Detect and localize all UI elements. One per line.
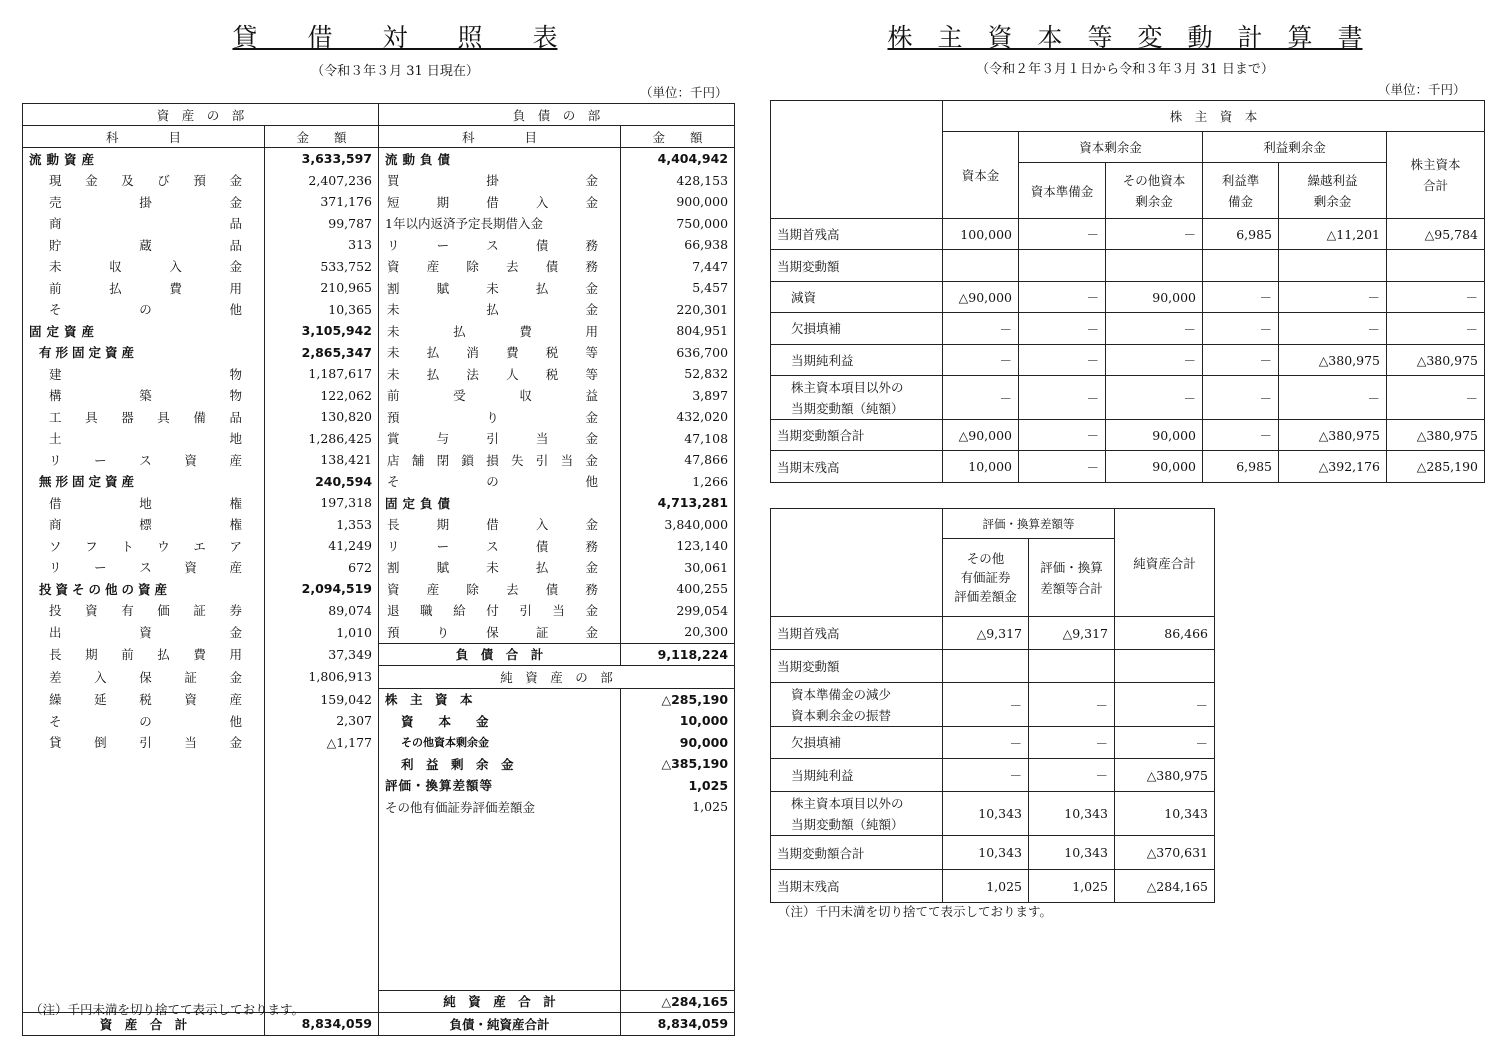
- asset-empty: [23, 839, 265, 861]
- row-value: 1,025: [943, 870, 1029, 903]
- t1-shareholders-equity-header: 株 主 資 本: [943, 101, 1485, 132]
- asset-empty: [23, 818, 265, 840]
- liabilities-total-value: 9,118,224: [621, 643, 735, 666]
- changes-statement-title: 株 主 資 本 等 変 動 計 算 書: [887, 23, 1363, 52]
- row-value: －: [1019, 313, 1106, 345]
- valuation-net-assets-table: [770, 508, 1215, 903]
- row-value: 100,000: [943, 219, 1019, 250]
- liab-net-total-value: 8,834,059: [621, 1013, 735, 1036]
- asset-label: 未 収 入 金: [23, 256, 265, 278]
- t2-valuation-header: 評価・換算差額等: [943, 509, 1115, 539]
- assets-amount-col-header: 金 額: [265, 126, 379, 148]
- t2-other-securities-header: その他 有価証券 評価差額金: [943, 539, 1029, 617]
- row-value: －: [943, 727, 1029, 759]
- row-value: △9,317: [943, 617, 1029, 650]
- changes-statement-period: （令和２年３月１日から令和３年３月 31 日まで）: [976, 62, 1274, 77]
- row-value: －: [1279, 313, 1387, 345]
- asset-label: 投資その他の資産: [23, 578, 265, 600]
- row-value: －: [943, 683, 1029, 727]
- liability-label: 未 払 費 用: [379, 320, 621, 342]
- row-value: [943, 650, 1029, 683]
- t1-capital-header: 資本金: [943, 132, 1019, 219]
- liability-value: 4,713,281: [621, 492, 735, 514]
- asset-empty: [265, 796, 379, 818]
- asset-value: △1,177: [265, 732, 379, 754]
- row-value: －: [1106, 345, 1203, 376]
- liability-value: 3,897: [621, 385, 735, 407]
- asset-label: 貸 倒 引 当 金: [23, 732, 265, 754]
- asset-value: 3,105,942: [265, 320, 379, 342]
- t2-corner: [771, 509, 943, 617]
- asset-label: 土 地: [23, 428, 265, 450]
- t1-legal-reserve-header: 利益準 備金: [1203, 163, 1279, 219]
- net-asset-empty: [379, 882, 621, 990]
- asset-empty: [23, 882, 265, 990]
- assets-item-col-header: 科 目: [23, 126, 265, 148]
- row-value: 6,985: [1203, 451, 1279, 483]
- row-label: 減資: [771, 282, 943, 313]
- row-value: [1279, 250, 1387, 282]
- asset-empty: [265, 775, 379, 797]
- liability-label: 未 払 消 費 税 等: [379, 342, 621, 364]
- row-label: 株主資本項目以外の 当期変動額（純額）: [771, 792, 943, 836]
- t1-other-capital-surplus-header: その他資本 剰余金: [1106, 163, 1203, 219]
- asset-value: 1,286,425: [265, 428, 379, 450]
- asset-label: リ ー ス 資 産: [23, 449, 265, 471]
- liability-label: 預 り 保 証 金: [379, 621, 621, 643]
- liability-label: 割 賦 未 払 金: [379, 277, 621, 299]
- row-value: －: [1279, 376, 1387, 420]
- net-asset-value: 90,000: [621, 732, 735, 754]
- liability-value: 30,061: [621, 557, 735, 579]
- row-label: 欠損填補: [771, 727, 943, 759]
- net-asset-label: 資 本 金: [379, 710, 621, 732]
- row-value: [1029, 650, 1115, 683]
- row-label: 当期変動額: [771, 650, 943, 683]
- balance-sheet-title: 貸 借 対 照 表: [232, 23, 558, 52]
- liability-value: 7,447: [621, 256, 735, 278]
- net-asset-empty: [379, 818, 621, 840]
- row-value: －: [943, 313, 1019, 345]
- row-value: －: [1203, 420, 1279, 451]
- asset-value: 1,187,617: [265, 363, 379, 385]
- net-asset-value: 1,025: [621, 796, 735, 818]
- row-value: △284,165: [1115, 870, 1215, 903]
- row-value: －: [1029, 727, 1115, 759]
- row-value: 90,000: [1106, 282, 1203, 313]
- changes-statement-unit: （単位：千円）: [1378, 82, 1466, 97]
- net-asset-label: 評価・換算差額等: [379, 775, 621, 797]
- row-value: 86,466: [1115, 617, 1215, 650]
- asset-label: 長 期 前 払 費 用: [23, 643, 265, 666]
- asset-label: 構 築 物: [23, 385, 265, 407]
- net-asset-empty: [621, 839, 735, 861]
- row-value: [1387, 250, 1485, 282]
- liability-label: 割 賦 未 払 金: [379, 557, 621, 579]
- balance-sheet-unit: （単位：千円）: [640, 85, 728, 100]
- liability-label: 資 産 除 去 債 務: [379, 256, 621, 278]
- asset-value: 89,074: [265, 600, 379, 622]
- row-value: －: [943, 759, 1029, 792]
- asset-label: そ の 他: [23, 710, 265, 732]
- row-value: 90,000: [1106, 420, 1203, 451]
- asset-value: 3,633,597: [265, 148, 379, 170]
- row-value: △95,784: [1387, 219, 1485, 250]
- liability-label: 賞 与 引 当 金: [379, 428, 621, 450]
- asset-value: 1,353: [265, 514, 379, 536]
- liability-value: 432,020: [621, 406, 735, 428]
- liability-label: 退 職 給 付 引 当 金: [379, 600, 621, 622]
- row-label: 株主資本項目以外の 当期変動額（純額）: [771, 376, 943, 420]
- asset-label: 借 地 権: [23, 492, 265, 514]
- asset-label: 投 資 有 価 証 券: [23, 600, 265, 622]
- t1-total-header: 株主資本 合計: [1387, 132, 1485, 219]
- row-value: [1106, 250, 1203, 282]
- asset-empty: [23, 796, 265, 818]
- asset-value: 159,042: [265, 688, 379, 710]
- row-value: －: [1019, 451, 1106, 483]
- row-value: 10,343: [1115, 792, 1215, 836]
- asset-value: 197,318: [265, 492, 379, 514]
- liability-label: 店 舗 閉 鎖 損 失 引 当 金: [379, 449, 621, 471]
- asset-value: 1,806,913: [265, 666, 379, 689]
- asset-label: 建 物: [23, 363, 265, 385]
- asset-value: 41,249: [265, 535, 379, 557]
- shareholders-equity-table: [770, 100, 1485, 483]
- net-asset-value: △385,190: [621, 753, 735, 775]
- liability-label: 流動負債: [379, 148, 621, 170]
- t1-capital-reserve-header: 資本準備金: [1019, 163, 1106, 219]
- row-value: △90,000: [943, 420, 1019, 451]
- row-value: －: [1203, 313, 1279, 345]
- net-asset-empty: [621, 861, 735, 883]
- row-value: －: [943, 345, 1019, 376]
- liability-value: 636,700: [621, 342, 735, 364]
- net-asset-empty: [621, 818, 735, 840]
- row-value: －: [1106, 376, 1203, 420]
- asset-empty: [265, 861, 379, 883]
- liability-label: 資 産 除 去 債 務: [379, 578, 621, 600]
- asset-value: 122,062: [265, 385, 379, 407]
- row-value: △380,975: [1387, 420, 1485, 451]
- row-value: 90,000: [1106, 451, 1203, 483]
- row-value: 10,343: [943, 836, 1029, 870]
- net-assets-total-value: △284,165: [621, 990, 735, 1013]
- assets-total-label: 資 産 合 計: [23, 1013, 265, 1036]
- liability-label: 買 掛 金: [379, 170, 621, 192]
- balance-sheet-date: （令和３年３月 31 日現在）: [311, 64, 479, 79]
- liability-label: リ ー ス 債 務: [379, 535, 621, 557]
- liability-label: 預 り 金: [379, 406, 621, 428]
- row-value: －: [1019, 219, 1106, 250]
- asset-label: 商 標 権: [23, 514, 265, 536]
- asset-value: 313: [265, 234, 379, 256]
- asset-value: 240,594: [265, 471, 379, 493]
- row-label: 欠損填補: [771, 313, 943, 345]
- row-value: △380,975: [1115, 759, 1215, 792]
- row-label: 当期首残高: [771, 617, 943, 650]
- row-label: 当期変動額合計: [771, 836, 943, 870]
- asset-empty: [265, 818, 379, 840]
- liabilities-section-header: 負 債 の 部: [379, 104, 735, 126]
- net-asset-value: △285,190: [621, 688, 735, 710]
- liability-value: 3,840,000: [621, 514, 735, 536]
- liability-label: 1年以内返済予定長期借入金: [379, 213, 621, 235]
- t1-retained-earnings-header: 利益剰余金: [1203, 132, 1387, 163]
- asset-label: そ の 他: [23, 299, 265, 321]
- row-value: △9,317: [1029, 617, 1115, 650]
- asset-value: 2,407,236: [265, 170, 379, 192]
- liability-label: 固定負債: [379, 492, 621, 514]
- row-value: △285,190: [1387, 451, 1485, 483]
- row-value: －: [1019, 345, 1106, 376]
- asset-value: 130,820: [265, 406, 379, 428]
- row-value: 6,985: [1203, 219, 1279, 250]
- asset-empty: [265, 882, 379, 990]
- row-label: 当期末残高: [771, 870, 943, 903]
- net-asset-value: 10,000: [621, 710, 735, 732]
- balance-sheet-table: [22, 103, 735, 1036]
- liability-label: 短 期 借 入 金: [379, 191, 621, 213]
- row-label: 当期変動額: [771, 250, 943, 282]
- row-value: －: [1019, 376, 1106, 420]
- row-value: [1019, 250, 1106, 282]
- row-value: －: [1387, 282, 1485, 313]
- asset-value: 210,965: [265, 277, 379, 299]
- net-asset-value: 1,025: [621, 775, 735, 797]
- net-asset-empty: [621, 882, 735, 990]
- liab-net-total-label: 負債・純資産合計: [379, 1013, 621, 1036]
- liability-label: 前 受 収 益: [379, 385, 621, 407]
- row-value: －: [1203, 345, 1279, 376]
- asset-empty: [265, 753, 379, 775]
- asset-label: 有形固定資産: [23, 342, 265, 364]
- row-value: 1,025: [1029, 870, 1115, 903]
- liability-value: 52,832: [621, 363, 735, 385]
- net-asset-label: 株 主 資 本: [379, 688, 621, 710]
- asset-value: 533,752: [265, 256, 379, 278]
- asset-value: 99,787: [265, 213, 379, 235]
- row-value: －: [1115, 683, 1215, 727]
- asset-value: 10,365: [265, 299, 379, 321]
- row-label: 当期変動額合計: [771, 420, 943, 451]
- net-assets-total-label: 純 資 産 合 計: [379, 990, 621, 1013]
- net-assets-section-header: 純 資 産 の 部: [379, 666, 735, 689]
- asset-value: 37,349: [265, 643, 379, 666]
- asset-label: 売 掛 金: [23, 191, 265, 213]
- asset-label: 差 入 保 証 金: [23, 666, 265, 689]
- row-value: －: [1106, 313, 1203, 345]
- row-value: －: [1029, 683, 1115, 727]
- liability-value: 20,300: [621, 621, 735, 643]
- row-value: △380,975: [1387, 345, 1485, 376]
- row-value: －: [1106, 219, 1203, 250]
- t2-net-assets-total-header: 純資産合計: [1115, 509, 1215, 617]
- t1-capital-surplus-header: 資本剰余金: [1019, 132, 1203, 163]
- liability-value: 804,951: [621, 320, 735, 342]
- liability-value: 47,108: [621, 428, 735, 450]
- liability-value: 900,000: [621, 191, 735, 213]
- liability-label: 未 払 法 人 税 等: [379, 363, 621, 385]
- net-asset-empty: [379, 861, 621, 883]
- asset-value: 371,176: [265, 191, 379, 213]
- assets-section-header: 資 産 の 部: [23, 104, 379, 126]
- row-value: 10,343: [1029, 836, 1115, 870]
- t1-corner: [771, 101, 943, 219]
- liability-value: 1,266: [621, 471, 735, 493]
- asset-value: 1,010: [265, 621, 379, 643]
- asset-empty: [23, 775, 265, 797]
- row-value: [1203, 250, 1279, 282]
- asset-value: 138,421: [265, 449, 379, 471]
- row-value: －: [1387, 376, 1485, 420]
- liability-value: 4,404,942: [621, 148, 735, 170]
- liability-value: 400,255: [621, 578, 735, 600]
- row-value: －: [1279, 282, 1387, 313]
- row-value: －: [1115, 727, 1215, 759]
- asset-empty: [23, 861, 265, 883]
- row-value: －: [1029, 759, 1115, 792]
- asset-empty: [265, 839, 379, 861]
- asset-label: 無形固定資産: [23, 471, 265, 493]
- liability-value: 220,301: [621, 299, 735, 321]
- liability-label: リ ー ス 債 務: [379, 234, 621, 256]
- row-label: 当期首残高: [771, 219, 943, 250]
- asset-label: 固定資産: [23, 320, 265, 342]
- t2-valuation-total-header: 評価・換算 差額等合計: [1029, 539, 1115, 617]
- asset-label: ソ フ ト ウ エ ア: [23, 535, 265, 557]
- row-value: △370,631: [1115, 836, 1215, 870]
- liability-value: 299,054: [621, 600, 735, 622]
- asset-label: リ ー ス 資 産: [23, 557, 265, 579]
- asset-label: 商 品: [23, 213, 265, 235]
- asset-label: 貯 蔵 品: [23, 234, 265, 256]
- asset-label: 出 資 金: [23, 621, 265, 643]
- row-value: [943, 250, 1019, 282]
- row-value: －: [1019, 282, 1106, 313]
- liability-value: 123,140: [621, 535, 735, 557]
- asset-label: 繰 延 税 資 産: [23, 688, 265, 710]
- row-value: [1115, 650, 1215, 683]
- row-value: △380,975: [1279, 345, 1387, 376]
- changes-statement-note: （注）千円未満を切り捨てて表示しております。: [778, 904, 1053, 919]
- asset-label: 工 具 器 具 備 品: [23, 406, 265, 428]
- asset-label: 現 金 及 び 預 金: [23, 170, 265, 192]
- asset-value: 2,307: [265, 710, 379, 732]
- liabilities-total-label: 負 債 合 計: [379, 643, 621, 666]
- liability-value: 5,457: [621, 277, 735, 299]
- row-label: 当期純利益: [771, 345, 943, 376]
- row-label: 当期純利益: [771, 759, 943, 792]
- liability-value: 750,000: [621, 213, 735, 235]
- liability-value: 428,153: [621, 170, 735, 192]
- row-value: －: [1019, 420, 1106, 451]
- liability-label: 長 期 借 入 金: [379, 514, 621, 536]
- liability-value: 66,938: [621, 234, 735, 256]
- liab-item-col-header: 科 目: [379, 126, 621, 148]
- liability-value: 47,866: [621, 449, 735, 471]
- row-value: －: [1203, 282, 1279, 313]
- asset-value: 672: [265, 557, 379, 579]
- row-value: △380,975: [1279, 420, 1387, 451]
- row-value: 10,343: [943, 792, 1029, 836]
- row-value: －: [943, 376, 1019, 420]
- asset-label: 前 払 費 用: [23, 277, 265, 299]
- asset-value: 2,865,347: [265, 342, 379, 364]
- row-value: △392,176: [1279, 451, 1387, 483]
- net-asset-empty: [379, 839, 621, 861]
- row-value: △11,201: [1279, 219, 1387, 250]
- row-value: △90,000: [943, 282, 1019, 313]
- net-asset-label: 利 益 剰 余 金: [379, 753, 621, 775]
- row-value: 10,343: [1029, 792, 1115, 836]
- asset-empty: [23, 753, 265, 775]
- asset-value: 2,094,519: [265, 578, 379, 600]
- balance-sheet-note: （注）千円未満を切り捨てて表示しております。: [30, 1002, 305, 1017]
- row-value: 10,000: [943, 451, 1019, 483]
- row-value: －: [1203, 376, 1279, 420]
- assets-total-value: 8,834,059: [265, 1013, 379, 1036]
- row-value: －: [1387, 313, 1485, 345]
- asset-label: 流動資産: [23, 148, 265, 170]
- liab-amount-col-header: 金 額: [621, 126, 735, 148]
- t1-carryforward-header: 繰越利益 剰余金: [1279, 163, 1387, 219]
- net-asset-label: その他資本剰余金: [379, 732, 621, 754]
- row-label: 当期末残高: [771, 451, 943, 483]
- row-label: 資本準備金の減少 資本剰余金の振替: [771, 683, 943, 727]
- net-asset-label: その他有価証券評価差額金: [379, 796, 621, 818]
- liability-label: 未 払 金: [379, 299, 621, 321]
- liability-label: そ の 他: [379, 471, 621, 493]
